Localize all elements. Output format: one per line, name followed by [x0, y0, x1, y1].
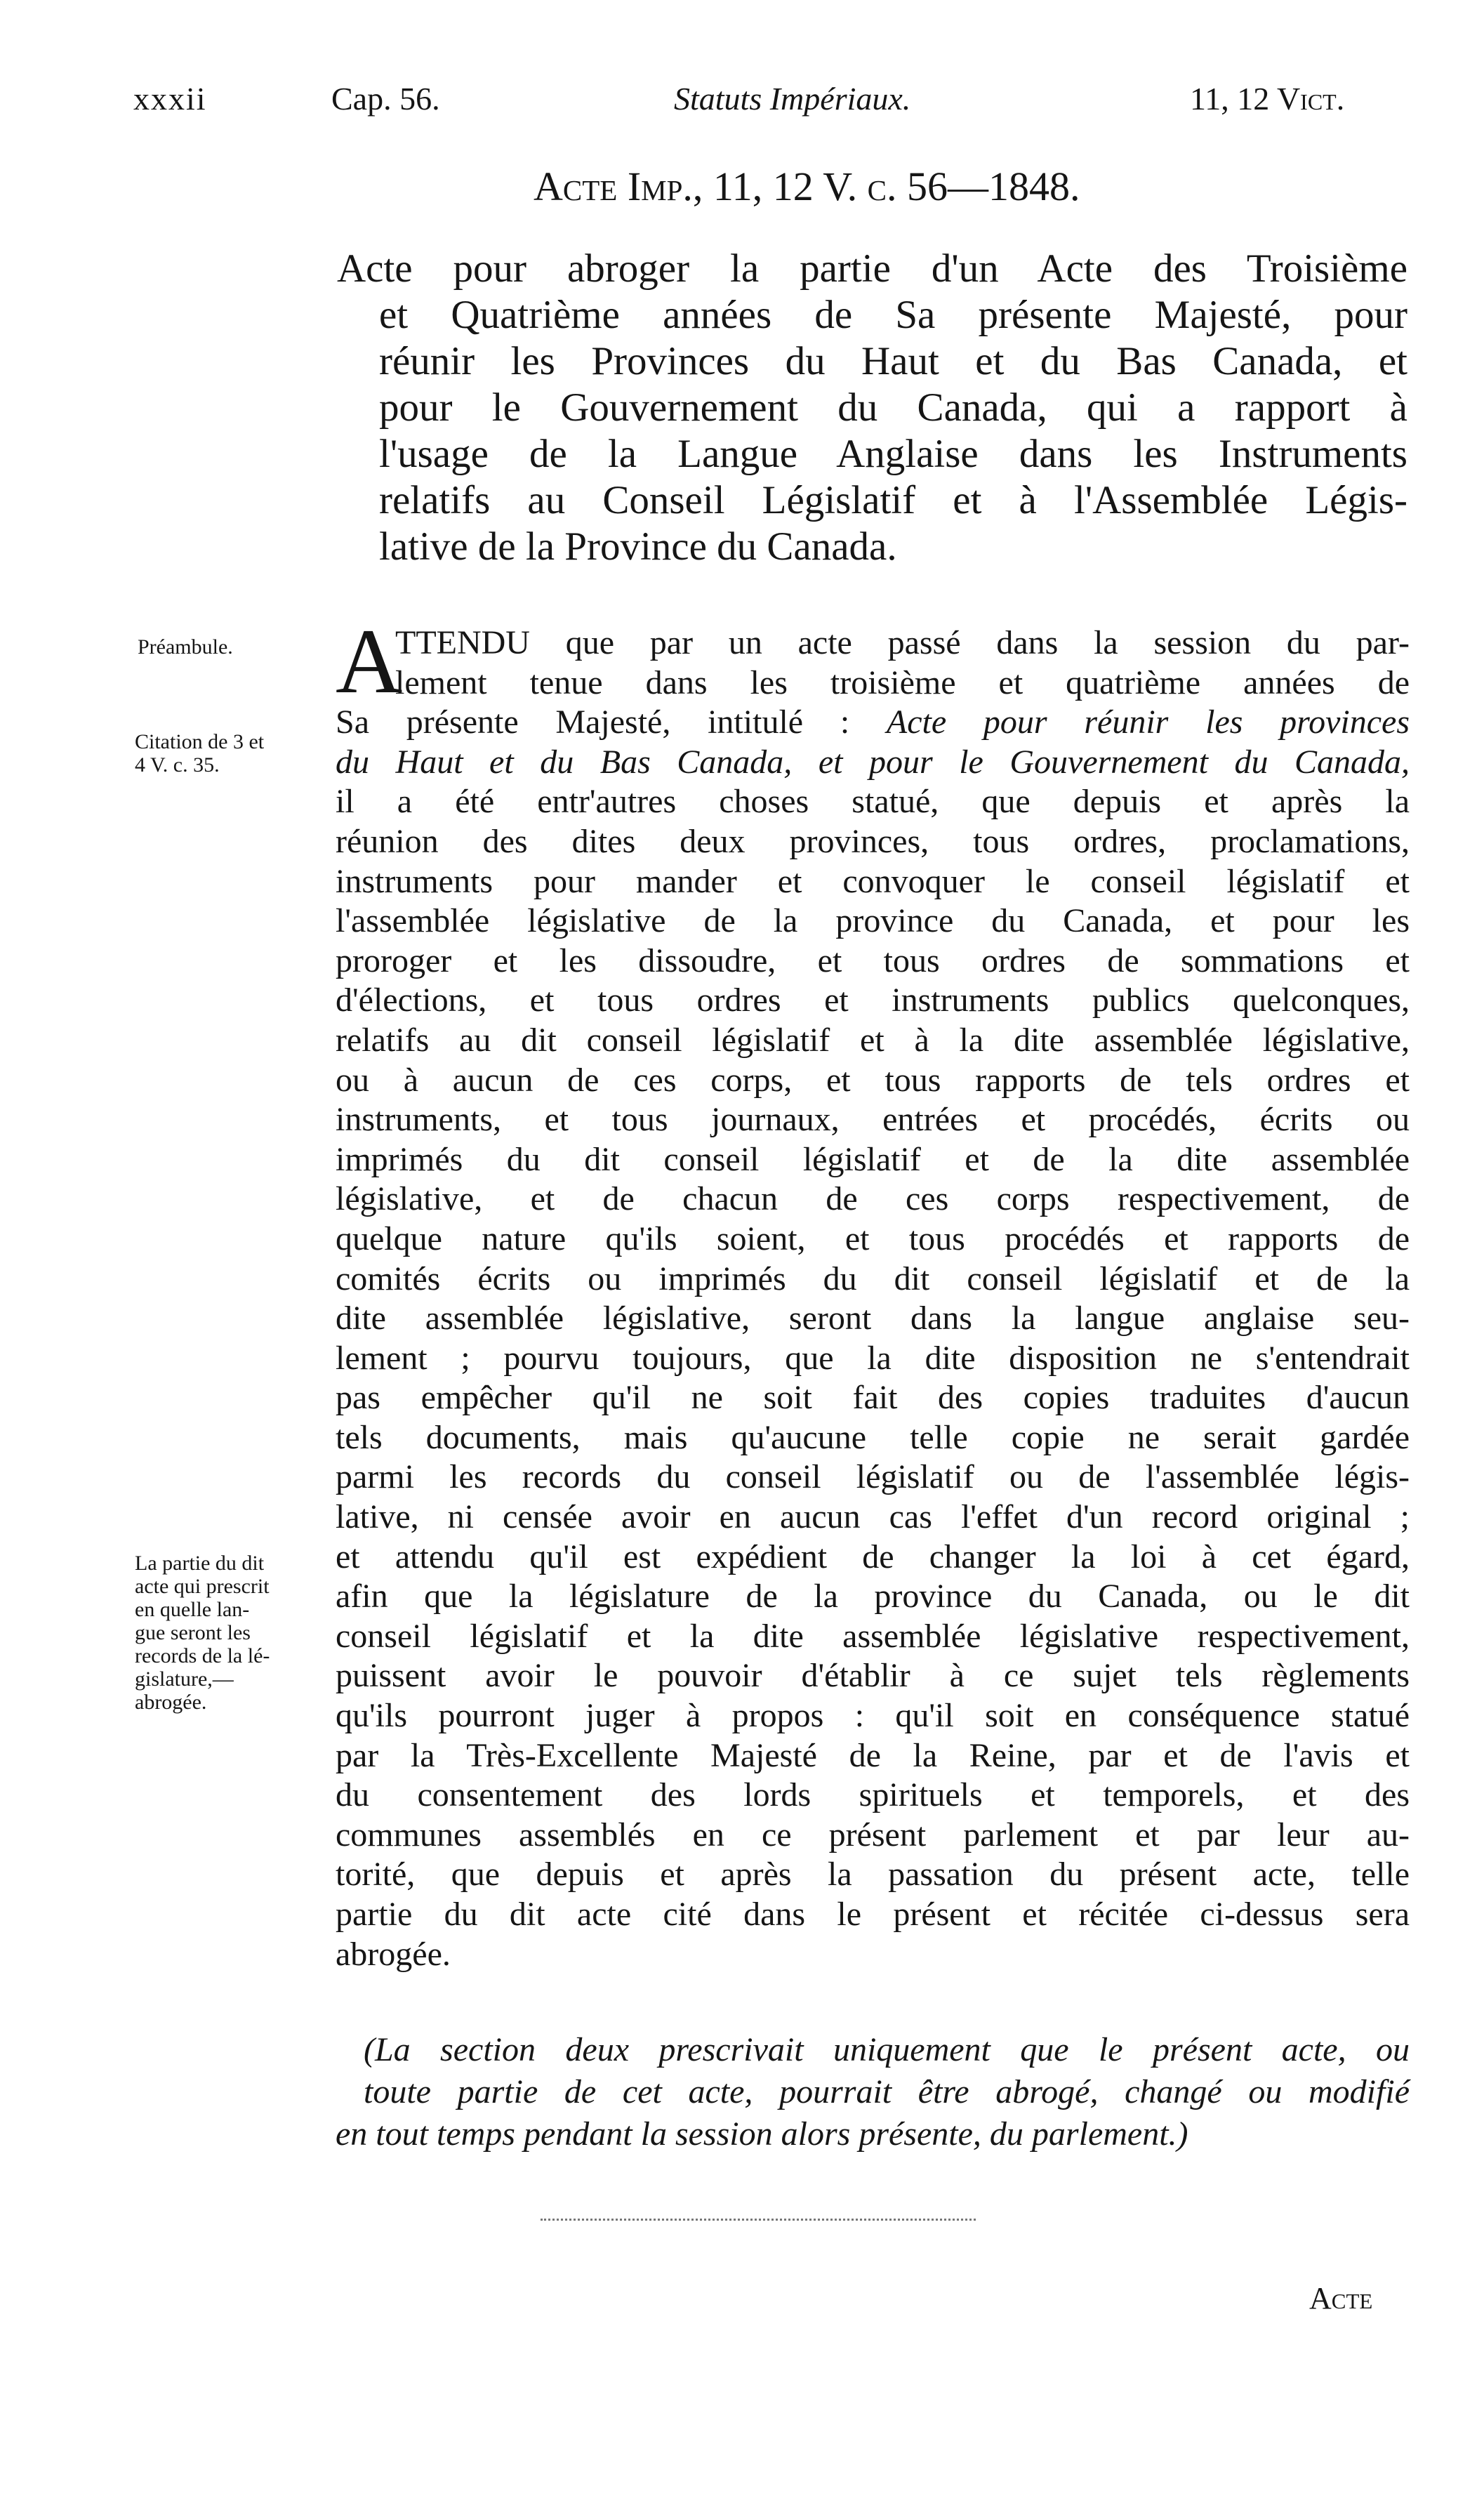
closing-note-line: (La section deux prescrivait uniquement que le présent acte, ou	[364, 2031, 1410, 2068]
body-line: lement ; pourvu toujours, que la dite disposition ne s'entendrait	[336, 1339, 1410, 1377]
long-title-line: pour le Gouvernement du Canada, qui a rapport à	[379, 385, 1407, 430]
long-title-line: l'usage de la Langue Anglaise dans les Instruments	[379, 432, 1407, 476]
margin-note-line: acte qui prescrit	[135, 1575, 270, 1598]
body-line: l'assemblée législative de la province du Canada, et pour les	[336, 902, 1410, 940]
margin-note-line: records de la lé-	[135, 1644, 270, 1667]
body-line: puissent avoir le pouvoir d'établir à ce sujet tels règlements	[336, 1657, 1410, 1695]
margin-note-line: abrogée.	[135, 1691, 207, 1714]
body-line: lement tenue dans les troisième et quatrième années de	[395, 663, 1410, 701]
closing-note-line: toute partie de cet acte, pourrait être abrogé, changé ou modifié	[364, 2073, 1410, 2110]
body-line: instruments, et tous journaux, entrées et procédés, écrits ou	[336, 1101, 1410, 1139]
body-text-italic: Acte pour réunir les provinces	[886, 703, 1410, 741]
body-line: instruments pour mander et convoquer le conseil législatif et	[336, 862, 1410, 900]
long-title-line: relatifs au Conseil Législatif et à l'Assemblée Légis-	[379, 478, 1407, 522]
body-line: il a été entr'autres choses statué, que depuis et après la	[336, 783, 1410, 821]
margin-note-citation	[135, 730, 324, 777]
drop-cap: A	[336, 609, 403, 713]
body-line: ou à aucun de ces corps, et tous rapports de tels ordres et	[336, 1061, 1410, 1099]
body-line: torité, que depuis et après la passation du présent acte, telle	[336, 1856, 1410, 1894]
body-line: communes assemblés en ce présent parlement et par leur au-	[336, 1816, 1410, 1853]
body-line: qu'ils pourront juger à propos : qu'il soit en conséquence statué	[336, 1697, 1410, 1735]
section-divider	[541, 2219, 976, 2221]
body-line: lative, ni censée avoir en aucun cas l'effet d'un record original ;	[336, 1498, 1410, 1536]
margin-note-line: en quelle lan-	[135, 1598, 250, 1621]
long-title-line: réunir les Provinces du Haut et du Bas Canada, et	[379, 339, 1407, 383]
body-line: afin que la législature de la province du Canada, ou le dit	[336, 1578, 1410, 1615]
body-line: conseil législatif et la dite assemblée législative respectivement,	[336, 1617, 1410, 1655]
margin-note-line: gue seront les	[135, 1621, 251, 1644]
body-line: proroger et les dissoudre, et tous ordres de sommations et	[336, 941, 1410, 979]
closing-note-line: en tout temps pendant la session alors présente, du parlement.)	[336, 2115, 1188, 2153]
running-title: Statuts Impériaux.	[674, 81, 911, 117]
body-text-roman: Sa présente Majesté, intitulé :	[336, 703, 887, 741]
long-title	[337, 246, 1407, 570]
body-line: TTENDU que par un acte passé dans la session du par-	[395, 624, 1410, 661]
closing-note	[336, 2029, 1410, 2155]
body-line: d'élections, et tous ordres et instruments publics quelconques,	[336, 982, 1410, 1019]
long-title-line: Acte pour abroger la partie d'un Acte des Troisième	[337, 246, 1407, 291]
margin-note-line: Citation de 3 et	[135, 730, 265, 753]
margin-note-repeal	[135, 1552, 324, 1714]
body-line: comités écrits ou imprimés du dit conseil législatif et de la	[336, 1260, 1410, 1297]
body-line: pas empêcher qu'il ne soit fait des copies traduites d'aucun	[336, 1379, 1410, 1417]
chapter-label: Cap. 56.	[331, 81, 440, 117]
body-line	[336, 703, 1410, 743]
body-line: parmi les records du conseil législatif ou de l'assemblée légis-	[336, 1458, 1410, 1496]
margin-note-line: gislature,—	[135, 1667, 234, 1691]
page-number: xxxii	[133, 81, 207, 117]
margin-note-line: La partie du dit	[135, 1552, 265, 1575]
body-line: réunion des dites deux provinces, tous ordres, proclamations,	[336, 822, 1410, 860]
catchword: Acte	[1309, 2281, 1373, 2315]
body-line: du Haut et du Bas Canada, et pour le Gouvernement du Canada,	[336, 743, 1410, 781]
long-title-line: lative de la Province du Canada.	[379, 524, 897, 569]
body-line: par la Très-Excellente Majesté de la Reine, par et de l'avis et	[336, 1736, 1410, 1774]
preamble-body	[336, 623, 1410, 1974]
margin-note-preamble: Préambule.	[138, 635, 233, 659]
regnal-year: 11, 12 Vict.	[1190, 81, 1345, 117]
body-line: quelque nature qu'ils soient, et tous procédés et rapports de	[336, 1220, 1410, 1257]
act-heading: Acte Imp., 11, 12 V. c. 56—1848.	[534, 164, 1080, 209]
body-line: imprimés du dit conseil législatif et de la dite assemblée	[336, 1140, 1410, 1178]
margin-note-line: 4 V. c. 35.	[135, 753, 220, 777]
body-line: partie du dit acte cité dans le présent et récitée ci-dessus sera	[336, 1896, 1410, 1933]
body-line: législative, et de chacun de ces corps respectivement, de	[336, 1180, 1410, 1218]
body-line: dite assemblée législative, seront dans la langue anglaise seu-	[336, 1300, 1410, 1337]
body-line: relatifs au dit conseil législatif et à la dite assemblée législative,	[336, 1021, 1410, 1059]
body-line: abrogée.	[336, 1935, 451, 1973]
body-line: du consentement des lords spirituels et temporels, et des	[336, 1776, 1410, 1814]
long-title-line: et Quatrième années de Sa présente Majesté, pour	[379, 293, 1407, 337]
body-line: et attendu qu'il est expédient de changer la loi à cet égard,	[336, 1538, 1410, 1575]
body-line: tels documents, mais qu'aucune telle copie ne serait gardée	[336, 1418, 1410, 1456]
